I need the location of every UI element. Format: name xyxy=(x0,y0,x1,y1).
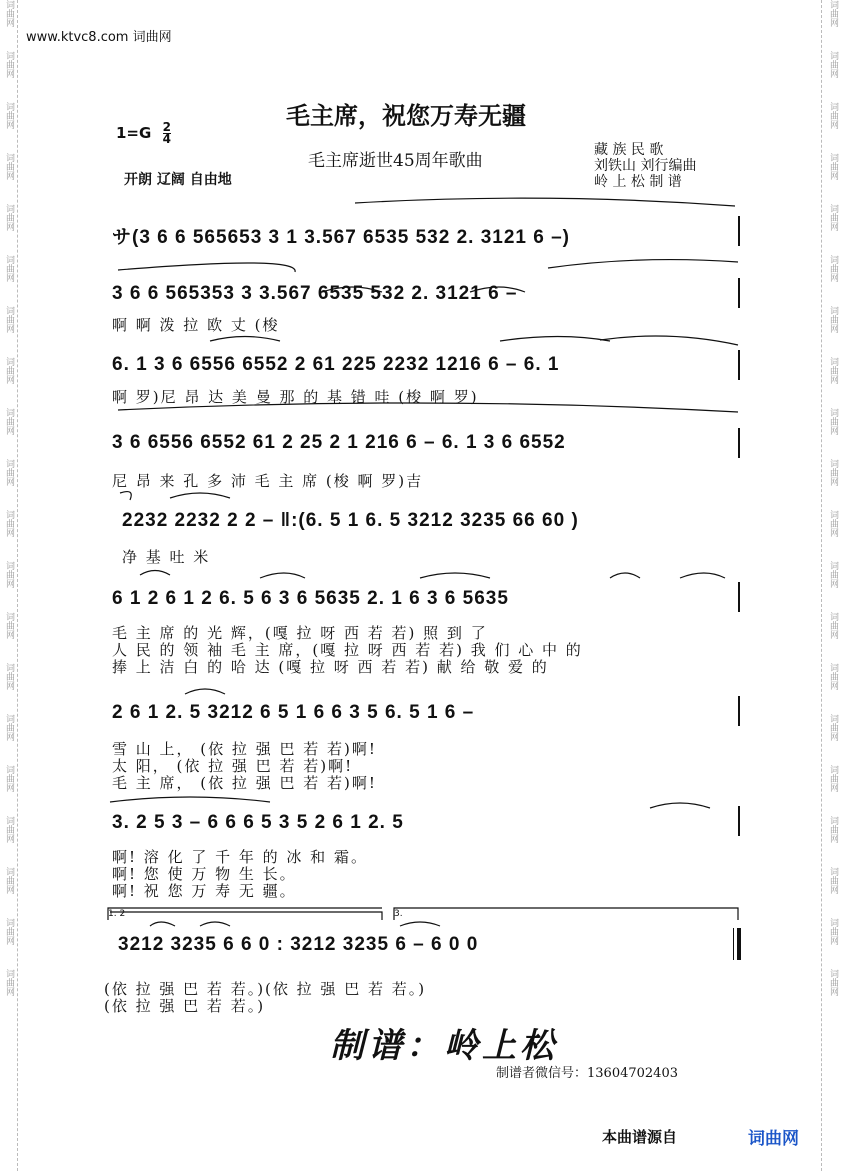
slur xyxy=(600,336,738,345)
watermark-text: 词曲网 xyxy=(828,459,838,486)
score-row-7-lyrics-1: 雪 山 上， (依 拉 强 巴 若 若)啊! xyxy=(112,740,377,758)
key-label: 1=G xyxy=(116,124,152,142)
score-row-7-lyrics-3: 毛 主 席， (依 拉 强 巴 若 若)啊! xyxy=(112,774,377,792)
song-subtitle: 毛主席逝世45周年歌曲 xyxy=(308,151,483,171)
score-row-2-lyrics: 啊 啊 泼 拉 欧 丈 (梭 xyxy=(112,316,280,334)
score-row-9-lyrics-1: (依 拉 强 巴 若 若。)(依 拉 强 巴 若 若。) xyxy=(104,980,427,998)
score-row-2-notes: 3 6 6 565353 3 3.567 6535 532 2. 3121 6 – xyxy=(112,283,518,304)
slur xyxy=(118,263,295,272)
song-title: 毛主席，祝您万寿无疆 xyxy=(286,102,526,130)
watermark-text: 词曲网 xyxy=(828,561,838,588)
tempo-marking: 开朗 辽阔 自由地 xyxy=(124,172,232,188)
slur xyxy=(355,198,735,206)
slur xyxy=(322,287,382,292)
watermark-text: 词曲网 xyxy=(4,204,14,231)
watermark-text: 词曲网 xyxy=(4,357,14,384)
watermark-text: 词曲网 xyxy=(4,459,14,486)
score-row-8-lyrics-2: 啊! 您 使 万 物 生 长。 xyxy=(112,865,297,883)
score-row-8-lyrics-1: 啊! 溶 化 了 千 年 的 冰 和 霜。 xyxy=(112,848,368,866)
slur xyxy=(200,922,230,926)
watermark-text: 词曲网 xyxy=(4,867,14,894)
watermark-text: 词曲网 xyxy=(4,969,14,996)
watermark-text: 词曲网 xyxy=(828,765,838,792)
slur xyxy=(150,922,175,926)
volta-bracket xyxy=(394,908,738,920)
score-row-6-notes: 6 1 2 6 1 2 6. 5 6 3 6 5635 2. 1 6 3 6 5635 xyxy=(112,588,509,609)
watermark-text: 词曲网 xyxy=(828,816,838,843)
score-row-6-lyrics-1: 毛 主 席 的 光 辉，(嘎 拉 呀 西 若 若) 照 到 了 xyxy=(112,624,488,642)
watermark-text: 词曲网 xyxy=(828,306,838,333)
time-top: 2 xyxy=(162,120,171,134)
score-row-8-notes: 3. 2 5 3 – 6 6 6 5 3 5 2 6 1 2. 5 xyxy=(112,812,404,833)
watermark-text: 词曲网 xyxy=(828,51,838,78)
footer-brand-link[interactable]: 词曲网 xyxy=(748,1129,799,1149)
score-row-9-notes: 3212 3235 6 6 0 : 3212 3235 6 – 6 0 0 xyxy=(118,934,479,955)
signature-calligraphy: 制谱：岭上松 xyxy=(330,1026,558,1066)
watermark-text: 词曲网 xyxy=(4,561,14,588)
score-row-6-lyrics-2: 人 民 的 领 袖 毛 主 席，(嘎 拉 呀 西 若 若) 我 们 心 中 的 xyxy=(112,641,583,659)
slur xyxy=(420,573,490,578)
credit-line-1: 藏 族 民 歌 xyxy=(594,142,664,158)
watermark-text: 词曲网 xyxy=(828,612,838,639)
slur xyxy=(120,492,131,500)
slur xyxy=(118,403,738,412)
watermark-text: 词曲网 xyxy=(4,0,14,27)
watermark-text: 词曲网 xyxy=(4,255,14,282)
slur xyxy=(210,337,280,342)
slur xyxy=(470,287,525,292)
volta-bracket xyxy=(108,908,382,920)
watermark-text: 词曲网 xyxy=(4,408,14,435)
watermark-text: 词曲网 xyxy=(4,663,14,690)
watermark-text: 词曲网 xyxy=(4,306,14,333)
score-row-6-lyrics-3: 捧 上 洁 白 的 哈 达 (嘎 拉 呀 西 若 若) 献 给 敬 爱 的 xyxy=(112,658,549,676)
watermark-text: 词曲网 xyxy=(828,357,838,384)
score-row-9-lyrics-2: (依 拉 强 巴 若 若。) xyxy=(104,997,266,1015)
score-row-5-notes: 2232 2232 2 2 – ‖:(6. 5 1 6. 5 3212 3235 66 60 ) xyxy=(122,510,579,531)
slur xyxy=(400,922,440,926)
watermark-text: 词曲网 xyxy=(4,153,14,180)
slur xyxy=(650,803,710,808)
volta-3-label: 3. xyxy=(394,909,403,919)
watermark-text: 词曲网 xyxy=(4,918,14,945)
watermark-text: 词曲网 xyxy=(4,714,14,741)
watermark-text: 词曲网 xyxy=(4,612,14,639)
watermark-text: 词曲网 xyxy=(4,510,14,537)
slur xyxy=(610,573,640,578)
slur xyxy=(680,573,725,578)
watermark-text: 词曲网 xyxy=(4,102,14,129)
slur xyxy=(110,912,382,920)
slur xyxy=(500,337,610,342)
credit-line-2: 刘铁山 刘行编曲 xyxy=(594,158,697,174)
slur xyxy=(140,571,170,576)
credit-line-3: 岭 上 松 制 谱 xyxy=(594,174,682,190)
watermark-text: 词曲网 xyxy=(4,51,14,78)
watermark-text: 词曲网 xyxy=(828,255,838,282)
watermark-text: 词曲网 xyxy=(828,714,838,741)
score-row-3-lyrics: 啊 罗)尼 昂 达 美 曼 那 的 基 错 哇 (梭 啊 罗) xyxy=(112,388,479,406)
slur xyxy=(110,797,270,802)
time-bottom: 4 xyxy=(162,132,171,146)
wechat-contact: 制谱者微信号：13604702403 xyxy=(496,1066,678,1081)
score-row-1-notes: サ(3 6 6 565653 3 1 3.567 6535 532 2. 3121 6 –) xyxy=(112,227,570,248)
watermark-text: 词曲网 xyxy=(828,969,838,996)
watermark-text: 词曲网 xyxy=(828,663,838,690)
slur xyxy=(548,260,738,268)
watermark-text: 词曲网 xyxy=(828,408,838,435)
score-row-7-lyrics-2: 太 阳， (依 拉 强 巴 若 若)啊! xyxy=(112,757,354,775)
watermark-text: 词曲网 xyxy=(4,765,14,792)
score-row-3-notes: 6. 1 3 6 6556 6552 2 61 225 2232 1216 6 – 6. 1 xyxy=(112,354,560,375)
watermark-text: 词曲网 xyxy=(4,816,14,843)
score-row-4-lyrics: 尼 昂 来 孔 多 沛 毛 主 席 (梭 啊 罗)吉 xyxy=(112,472,424,490)
slur xyxy=(185,689,225,694)
footer-source-label: 本曲谱源自 xyxy=(602,1128,678,1146)
score-row-5-lyrics: 净 基 吐 米 xyxy=(122,548,211,566)
score-row-7-notes: 2 6 1 2. 5 3212 6 5 1 6 6 3 5 6. 5 1 6 – xyxy=(112,702,475,723)
watermark-text: 词曲网 xyxy=(828,918,838,945)
watermark-text: 词曲网 xyxy=(828,510,838,537)
score-row-8-lyrics-3: 啊! 祝 您 万 寿 无 疆。 xyxy=(112,882,297,900)
slur xyxy=(260,573,305,578)
watermark-text: 词曲网 xyxy=(828,867,838,894)
watermark-text: 词曲网 xyxy=(828,153,838,180)
score-row-4-notes: 3 6 6556 6552 61 2 25 2 1 216 6 – 6. 1 3 6 6552 xyxy=(112,432,566,453)
watermark-text: 词曲网 xyxy=(828,0,838,27)
slur xyxy=(170,493,230,498)
watermark-text: 词曲网 xyxy=(828,204,838,231)
watermark-text: 词曲网 xyxy=(828,102,838,129)
site-header[interactable]: www.ktvc8.com 词曲网 xyxy=(26,30,172,45)
volta-1-2-label: 1. 2 xyxy=(108,909,126,919)
